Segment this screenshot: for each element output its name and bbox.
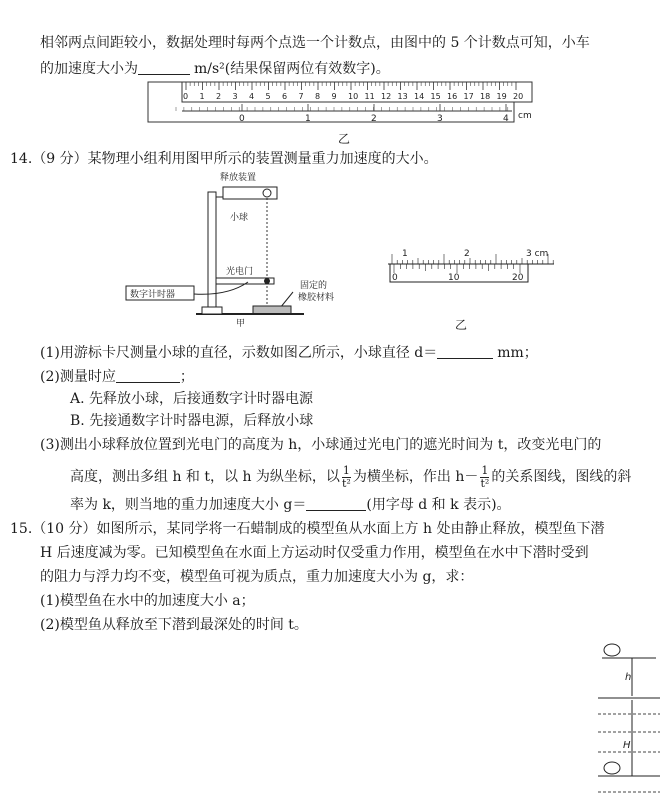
main-label: 3 xyxy=(437,114,443,124)
q14-part2-end: ； xyxy=(179,369,194,385)
tape-label: 19 xyxy=(496,92,507,101)
label-h: h xyxy=(625,672,632,683)
tape-label: 12 xyxy=(381,92,392,101)
frac-num: 1 xyxy=(342,463,350,477)
photogate-sensor xyxy=(264,278,270,284)
q14-part3-text-e: (用字母 d 和 k 表示)。 xyxy=(366,497,511,513)
q14-caliper-figure xyxy=(388,246,568,298)
q14-part3-line1: (3)测出小球释放位置到光电门的高度为 h，小球通过光电门的遮光时间为 t，改变光电门的 xyxy=(40,437,602,453)
frac-den-b: t² xyxy=(480,476,490,490)
tape-ticks xyxy=(186,82,516,90)
fish-end-icon xyxy=(604,762,620,774)
label-timer: 数字计时器 xyxy=(130,290,176,300)
q14-part3-text-a: 高度，测出多组 h 和 t，以 h 为纵坐标，以 xyxy=(70,469,340,485)
main-label: 1 xyxy=(305,114,311,124)
tape-label: 15 xyxy=(430,92,441,101)
q14-order-blank[interactable] xyxy=(116,368,180,383)
fraction-1-over-t2-b xyxy=(480,465,489,490)
tape-label: 16 xyxy=(447,92,458,101)
tape-label: 18 xyxy=(480,92,491,101)
q15-part2: (2)模型鱼从释放至下潜到最深处的时间 t。 xyxy=(40,617,308,633)
stand-foot xyxy=(202,307,222,314)
q14-part3-text-b: 为横坐标，作出 h－ xyxy=(352,469,479,485)
tape-label: 0 xyxy=(183,92,189,101)
tape-label: 4 xyxy=(249,92,255,101)
tape-label: 1 xyxy=(199,92,205,101)
label-gate: 光电门 xyxy=(226,267,254,277)
q15-part1: (1)模型鱼在水中的加速度大小 a； xyxy=(40,593,255,609)
caliper-vernier-label-20: 20 xyxy=(512,273,524,283)
q14-part1-unit: mm； xyxy=(497,345,538,361)
tape-label: 11 xyxy=(364,92,375,101)
q14-part1 xyxy=(40,344,538,362)
q15-line3: 的阻力与浮力均不变，模型鱼可视为质点，重力加速度大小为 g，求： xyxy=(40,569,474,585)
q13-fig-label: 乙 xyxy=(338,132,351,146)
label-fixed-2: 橡胶材料 xyxy=(298,293,335,303)
tape-label: 14 xyxy=(414,92,425,101)
q14-fig-label-b: 乙 xyxy=(455,318,468,332)
tape-label: 20 xyxy=(513,92,524,101)
q14-part3-line3 xyxy=(70,496,511,514)
caliper-main-label-1: 1 xyxy=(402,249,408,259)
tape-labels xyxy=(183,92,523,101)
q14-g-blank[interactable] xyxy=(306,496,366,511)
caliper-main-label-2: 2 xyxy=(464,249,470,259)
tape-label: 17 xyxy=(463,92,474,101)
main-ticks xyxy=(176,104,508,111)
q15-line1: 15.（10 分）如图所示，某同学将一石蜡制成的模型鱼从水面上方 h 处由静止释放，模型鱼下潜 xyxy=(10,521,605,537)
frac-den: t² xyxy=(342,476,351,490)
q14-part1-text: (1)用游标卡尺测量小球的直径，示数如图乙所示，小球直径 d＝ xyxy=(40,345,438,361)
q14-option-b: B. 先接通数字计时器电源，后释放小球 xyxy=(70,413,314,429)
q14-title: 14.（9 分）某物理小组利用图甲所示的装置测量重力加速度的大小。 xyxy=(10,151,438,167)
q13-answer-blank[interactable] xyxy=(138,60,190,75)
q14-apparatus-figure xyxy=(118,170,358,328)
q13-text-a: 的加速度大小为 xyxy=(40,61,138,77)
tape-label: 7 xyxy=(298,92,304,101)
q13-text-line-1: 相邻两点间距较小，数据处理时每两个点选一个计数点，由图中的 5 个计数点可知，小车 xyxy=(40,35,590,51)
caliper-vernier-label-0: 0 xyxy=(392,273,398,283)
q14-diameter-blank[interactable] xyxy=(437,344,493,359)
label-fixed-1: 固定的 xyxy=(300,281,328,291)
stand-pole xyxy=(208,192,216,307)
label-H: H xyxy=(623,740,631,751)
main-label: 2 xyxy=(371,114,377,124)
tape-label: 8 xyxy=(315,92,321,101)
fig-label-a: 甲 xyxy=(236,319,246,328)
q15-fish-figure xyxy=(594,636,664,800)
main-label: 4 xyxy=(503,114,509,124)
caliper-main-label-3: 3 cm xyxy=(526,249,549,259)
label-ball: 小球 xyxy=(230,213,249,223)
q13-text-line-2 xyxy=(40,60,390,78)
main-label: 0 xyxy=(239,114,245,124)
tape-label: 5 xyxy=(265,92,271,101)
q14-part3-text-c: 的关系图线，图线的斜 xyxy=(491,469,632,485)
tape-label: 13 xyxy=(397,92,408,101)
release-ball xyxy=(263,189,271,197)
q14-option-a: A. 先释放小球，后接通数字计时器电源 xyxy=(70,391,314,407)
rubber-pad xyxy=(253,306,291,314)
tape-label: 6 xyxy=(282,92,288,101)
q14-part2 xyxy=(40,368,194,386)
frac-num-b: 1 xyxy=(481,463,489,477)
q14-part3-line2 xyxy=(70,464,631,490)
tape-label: 3 xyxy=(232,92,238,101)
q13-unit: m/s² xyxy=(194,61,225,77)
caliper-vernier-label-10: 10 xyxy=(448,273,460,283)
q14-part3-text-d: 率为 k，则当地的重力加速度大小 g＝ xyxy=(70,497,307,513)
tape-label: 2 xyxy=(216,92,222,101)
label-release-device: 释放装置 xyxy=(220,173,257,183)
fish-start-icon xyxy=(604,644,620,656)
q13-text-b: (结果保留两位有效数字)。 xyxy=(224,61,390,77)
fraction-1-over-t2 xyxy=(342,465,351,490)
q15-line2: H 后速度减为零。已知模型鱼在水面上方运动时仅受重力作用，模型鱼在水中下潜时受到 xyxy=(40,545,589,561)
ruler-unit-label: cm xyxy=(518,111,532,121)
tape-label: 10 xyxy=(348,92,359,101)
q14-part2-text: (2)测量时应 xyxy=(40,369,116,385)
tape-label: 9 xyxy=(331,92,337,101)
